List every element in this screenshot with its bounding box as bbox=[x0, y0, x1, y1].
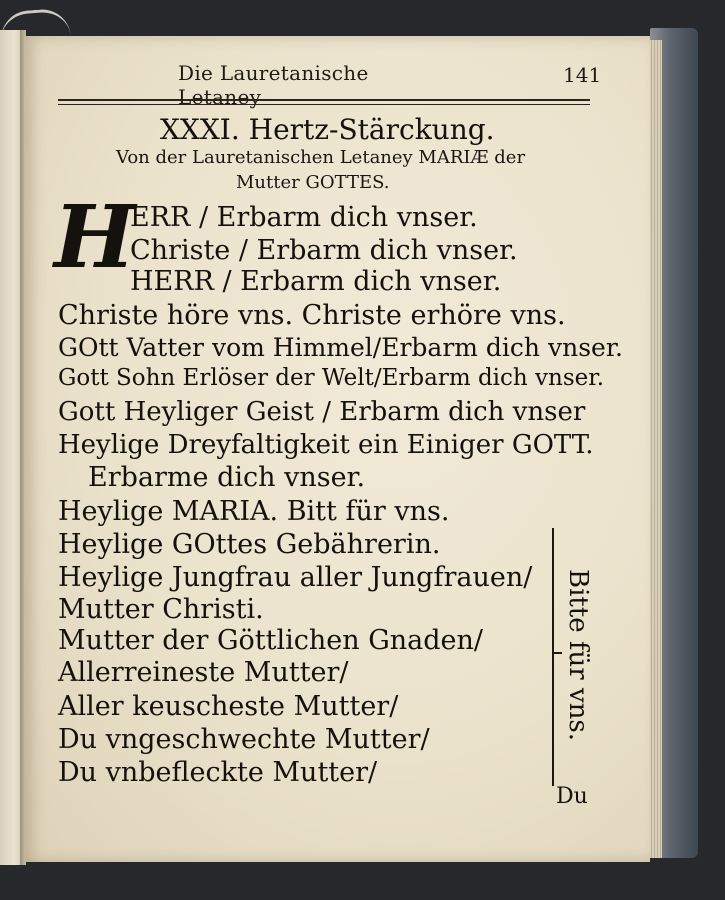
litany-line: Du vnbefleckte Mutter/ bbox=[58, 757, 378, 788]
running-head: Die Lauretanische Letaney bbox=[178, 61, 369, 109]
litany-line: Gott Sohn Erlöser der Welt/Erbarm dich vnser. bbox=[58, 365, 605, 391]
header-rule bbox=[58, 99, 590, 105]
page-number: 141 bbox=[563, 63, 602, 87]
litany-line: Heylige Dreyfaltigkeit ein Einiger GOTT. bbox=[58, 430, 594, 460]
curly-brace bbox=[534, 528, 554, 786]
litany-line: Heylige MARIA. Bitt für vns. bbox=[58, 496, 450, 527]
litany-line: ERR / Erbarm dich vnser. bbox=[130, 202, 478, 233]
litany-line: Mutter Christi. bbox=[58, 594, 264, 625]
litany-line: Du vngeschwechte Mutter/ bbox=[58, 724, 430, 755]
litany-line: Erbarme dich vnser. bbox=[88, 462, 366, 493]
litany-line: Mutter der Göttlichen Gnaden/ bbox=[58, 625, 484, 656]
litany-line: Christe höre vns. Christe erhöre vns. bbox=[58, 300, 566, 331]
litany-line: Gott Heyliger Geist / Erbarm dich vnser bbox=[58, 397, 586, 427]
catchword: Du bbox=[556, 784, 588, 809]
litany-line: Allerreineste Mutter/ bbox=[58, 657, 349, 688]
subtitle-line-2: Mutter GOTTES. bbox=[236, 172, 390, 193]
litany-line: GOtt Vatter vom Himmel/Erbarm dich vnser. bbox=[58, 333, 623, 362]
subtitle-line-1: Von der Lauretanischen Letaney MARIÆ der bbox=[116, 147, 526, 168]
litany-line: Heylige GOttes Gebährerin. bbox=[58, 529, 441, 560]
drop-cap: H bbox=[54, 187, 136, 288]
litany-line: Christe / Erbarm dich vnser. bbox=[130, 235, 518, 266]
litany-line: Aller keuscheste Mutter/ bbox=[58, 691, 399, 722]
side-note-vertical: Bitte für vns. bbox=[563, 568, 593, 742]
chapter-title: XXXI. Hertz-Stärckung. bbox=[160, 113, 495, 146]
litany-line: Heylige Jungfrau aller Jungfrauen/ bbox=[58, 562, 533, 593]
litany-line: HERR / Erbarm dich vnser. bbox=[130, 266, 502, 297]
